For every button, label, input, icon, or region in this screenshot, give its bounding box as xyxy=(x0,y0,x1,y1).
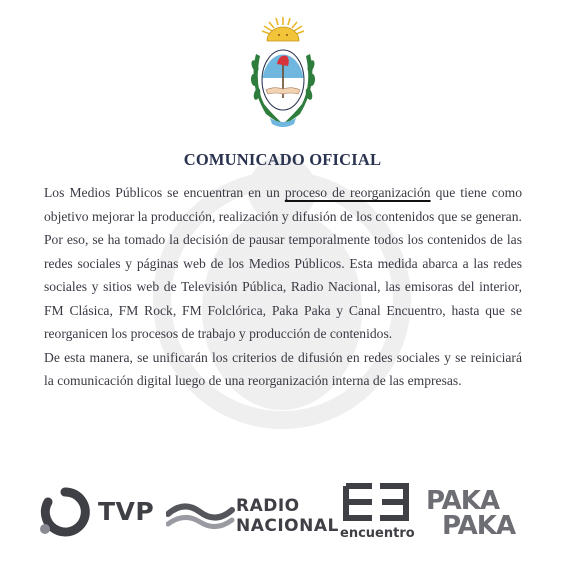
paragraph-1 xyxy=(44,181,522,228)
tvp-ring-icon xyxy=(38,484,92,542)
encuentro-mark-icon xyxy=(342,482,410,522)
paragraph-2: Por eso, se ha tomado la decisión de pausar temporalmente todos los contenidos de las redes sociales y páginas web de los Medios Públicos. Esta medida abarca a las redes sociales y sitios web de Televisión Pública, Radio Nacional, las emisoras del interior, FM Clásica, FM Rock, FM Folclórica, Paka Paka y Canal Encuentro, hasta que se reorganicen los procesos de trabajo y producción de contenidos. xyxy=(44,232,522,341)
page-title: COMUNICADO OFICIAL xyxy=(183,150,382,169)
paragraph-3: De esta manera, se unificarán los criterios de difusión en redes sociales y se reiniciará la comunicación digital luego de una reorganización interna de las empresas. xyxy=(44,349,522,388)
encuentro-logo xyxy=(338,482,414,544)
pakapaka-line2: PAKA xyxy=(442,511,516,541)
pakapaka-logo xyxy=(424,486,524,542)
radio-nacional-logo xyxy=(166,494,339,540)
sun-of-may-icon xyxy=(262,17,304,41)
paragraph-1-start: Los Medios Públicos se encuentran en un xyxy=(44,185,285,200)
coat-of-arms-icon xyxy=(246,14,320,132)
pakapaka-line1: PAKA xyxy=(426,486,500,516)
paragraph-1-end: que tiene como objetivo mejorar la producción, realización y difusión de los contenidos que se generan. xyxy=(44,185,522,224)
tvp-logo xyxy=(38,484,155,542)
radio-waves-icon xyxy=(166,496,236,536)
communique-body xyxy=(44,181,522,393)
radio-nacional-line1: RADIO xyxy=(236,496,300,516)
radio-nacional-line2: NACIONAL xyxy=(236,516,339,536)
encuentro-logo-text: encuentro xyxy=(340,526,415,541)
tvp-logo-text: TVP xyxy=(98,497,155,526)
reorganization-highlight: proceso de reorganización xyxy=(284,185,431,200)
media-logos-row xyxy=(0,478,565,548)
